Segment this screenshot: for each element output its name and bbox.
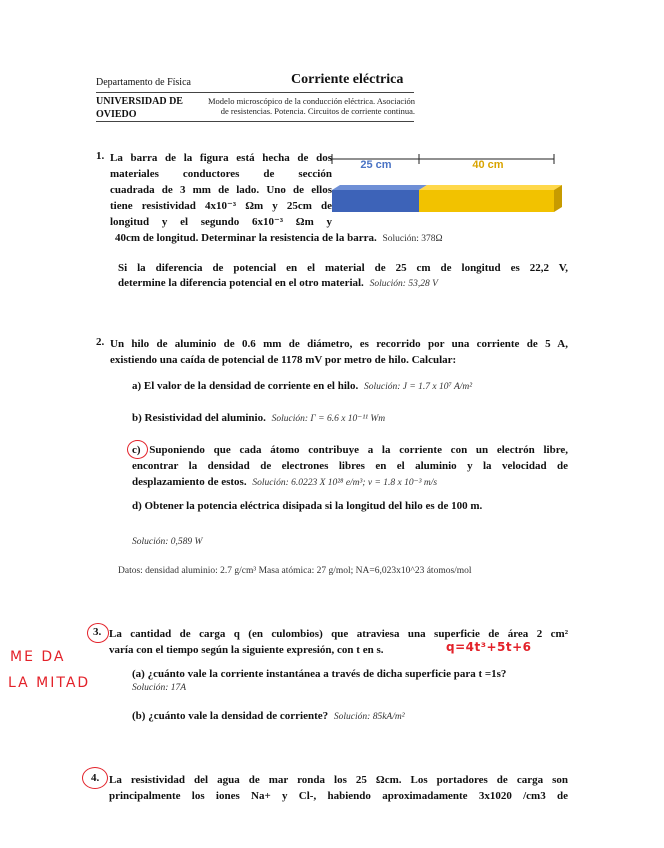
problem-4-number: 4. <box>91 772 100 784</box>
problem-2-part-c <box>132 442 568 491</box>
right-length-label: 40 cm <box>472 159 504 171</box>
problem-3-number: 3. <box>93 626 102 638</box>
problem-1-part-2-line-2: determine la diferencia potencial en el otro material. <box>118 277 364 289</box>
problem-1-line: tiene resistividad 4x10⁻³ Ωm y 25cm de <box>110 200 332 212</box>
problem-1-line: longitud y el segundo 6x10⁻³ Ωm y <box>110 216 332 228</box>
problem-2-part-c-line-3: desplazamiento de estos. <box>132 476 247 488</box>
margin-note-line-2: LA MITAD <box>8 675 91 691</box>
problem-1-line: materiales conductores de sección <box>110 168 332 180</box>
problem-2-number: 2. <box>96 336 105 348</box>
problem-2-part-b-text: b) Resistividad del aluminio. <box>132 412 266 424</box>
problem-1-part-2 <box>118 261 568 292</box>
problem-2-line-1: Un hilo de aluminio de 0.6 mm de diámetro, es recorrido por una corriente de 5 A, <box>110 338 568 350</box>
problem-4-text <box>109 772 568 804</box>
problem-2-part-a-text: a) El valor de la densidad de corriente en el hilo. <box>132 380 359 392</box>
problem-4-line-1: La resistividad del agua de mar ronda los 25 Ωcm. Los portadores de carga son <box>109 774 568 786</box>
page-title: Corriente eléctrica <box>291 72 404 87</box>
left-bar-top-face <box>332 185 427 190</box>
problem-3-part-a-solution: Solución: 17A <box>132 683 187 693</box>
bar-figure <box>328 148 568 218</box>
problem-2-part-c-solution: Solución: 6.0223 X 10²⁸ e/m³; v = 1.8 x 10⁻³ m/s <box>252 478 438 488</box>
problem-3-part-b-text: (b) ¿cuánto vale la densidad de corriente? <box>132 710 329 722</box>
problem-2-part-c-line-3-row <box>132 474 568 491</box>
margin-note-line-1: ME DA <box>10 649 66 665</box>
description-line-2: de resistencias. Potencia. Circuitos de corriente continua. <box>220 106 415 116</box>
problem-3-part-a-text: (a) ¿cuánto vale la corriente instantánea a través de dicha superficie para t =1s? <box>132 668 507 680</box>
handwritten-formula: q=4t³+5t+6 <box>446 640 532 654</box>
problem-1-text <box>110 150 332 230</box>
problem-3-part-b <box>132 710 405 722</box>
problem-1-part-2-line-1: Si la diferencia de potencial en el material de 25 cm de longitud es 22,2 V, <box>118 262 568 274</box>
left-length-label: 25 cm <box>360 159 392 171</box>
problem-2-data-note: Datos: densidad aluminio: 2.7 g/cm³ Masa atómica: 27 g/mol; NA=6,023x10^23 átomos/mol <box>118 566 472 576</box>
header-description <box>187 96 415 116</box>
problem-2-part-c-letter: c) <box>132 444 141 456</box>
header-rule-bottom <box>96 121 414 122</box>
problem-1-part-2-line-2-row <box>118 276 568 292</box>
university-line-1: UNIVERSIDAD DE <box>96 96 183 107</box>
problem-1-solution: Solución: 378Ω <box>382 234 443 244</box>
problem-2-part-c-line-2: encontrar la densidad de electrones libres en el aluminio y la velocidad de <box>132 460 568 472</box>
problem-1-number: 1. <box>96 150 105 162</box>
right-bar-top-face <box>419 185 562 190</box>
right-bar-front-face <box>419 190 554 212</box>
problem-1-part-2-solution: Solución: 53,28 V <box>369 279 438 289</box>
problem-3-line-2: varía con el tiempo según la siguiente expresión, con t en s. <box>109 644 384 656</box>
problem-2-part-b-solution: Solución: Γ = 6.6 x 10⁻¹¹ Wm <box>271 414 386 424</box>
university-line-2: OVIEDO <box>96 109 137 120</box>
problem-2-line-2: existiendo una caída de potencial de 1178 mV por metro de hilo. Calcular: <box>110 354 457 366</box>
problem-2-intro <box>110 336 568 368</box>
department-label: Departamento de Física <box>96 77 191 88</box>
description-line-1: Modelo microscópico de la conducción eléctrica. Asociación <box>208 96 415 106</box>
problem-2-part-c-line-1 <box>132 442 568 458</box>
problem-1-line: cuadrada de 3 mm de lado. Uno de ellos <box>110 184 332 196</box>
problem-1-line: La barra de la figura está hecha de dos <box>110 152 332 164</box>
problem-2-part-b <box>132 412 385 424</box>
problem-2-part-a-solution: Solución: J = 1.7 x 10⁷ A/m² <box>363 382 473 392</box>
problem-2-part-c-text-1: Suponiendo que cada átomo contribuye a la corriente con un electrón libre, <box>149 444 569 456</box>
header-rule <box>96 92 414 93</box>
problem-4-line-2: principalmente los iones Na+ y Cl-, habiendo aproximadamente 3x1020 /cm3 de <box>109 790 568 802</box>
problem-2-part-a <box>132 380 472 392</box>
problem-2-part-d: d) Obtener la potencia eléctrica disipada si la longitud del hilo es de 100 m. <box>132 500 483 512</box>
problem-3-line-1: La cantidad de carga q (en culombios) que atraviesa una superficie de área 2 cm² <box>109 628 568 640</box>
problem-2-part-d-solution: Solución: 0,589 W <box>132 537 203 547</box>
left-bar-front-face <box>332 190 419 212</box>
problem-1-last-line <box>115 232 443 244</box>
problem-3-part-b-solution: Solución: 85kA/m² <box>333 712 405 722</box>
problem-1-last-line-text: 40cm de longitud. Determinar la resistencia de la barra. <box>115 232 377 244</box>
